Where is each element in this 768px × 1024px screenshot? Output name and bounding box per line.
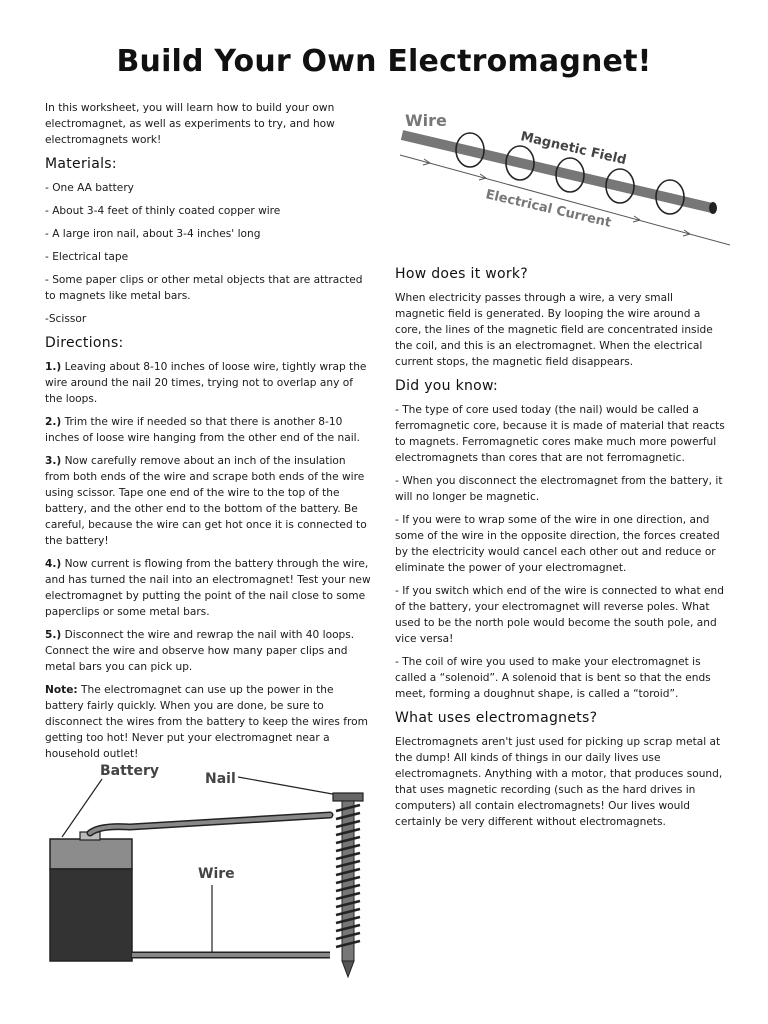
direction-step bbox=[45, 453, 371, 549]
magnetic-field-label: Magnetic Field bbox=[519, 129, 628, 169]
materials-item: - A large iron nail, about 3-4 inches' long bbox=[45, 228, 261, 240]
battery-label: Battery bbox=[100, 763, 160, 779]
wire-label: Wire bbox=[405, 111, 447, 130]
step-text: Disconnect the wire and rewrap the nail with 40 loops. Connect the wire and observe how many paper clips and metal bars you can pick up. bbox=[45, 629, 355, 673]
electromagnet-diagram bbox=[40, 755, 380, 985]
nail-icon bbox=[333, 793, 363, 977]
page-title: Build Your Own Electromagnet! bbox=[116, 44, 652, 79]
materials-item: - One AA battery bbox=[45, 182, 134, 194]
safety-note bbox=[45, 682, 371, 762]
wire-label: Wire bbox=[198, 866, 235, 882]
uses-text: Electromagnets aren't just used for picking up scrap metal at the dump! All kinds of things in our daily lives use electromagnets. Anything with a motor, that produces sound, that uses magnetic recording (such as the hard drives in computers) all contain electromagnets! Our lives would certainly be very different without electromagnets. bbox=[395, 736, 723, 828]
step-text: Leaving about 8-10 inches of loose wire, tightly wrap the wire around the nail 20 times, trying not to overlap any of the loops. bbox=[45, 361, 367, 405]
materials-item: -Scissor bbox=[45, 313, 87, 325]
direction-step bbox=[45, 359, 371, 407]
fact-item: - The coil of wire you used to make your electromagnet is called a “solenoid”. A solenoid that is bent so that the ends meet, forming a doughnut shape, is called a “toroid”. bbox=[395, 656, 711, 700]
step-text: Now current is flowing from the battery through the wire, and has turned the nail into an electromagnet! Test your new electromagnet by putting the point of the nail close to some paperclips or some metal bars. bbox=[45, 558, 371, 618]
step-number: 2.) bbox=[45, 416, 62, 428]
direction-step bbox=[45, 414, 371, 446]
step-number: 1.) bbox=[45, 361, 62, 373]
step-text: Now carefully remove about an inch of the insulation from both ends of the wire and scrape both ends of the wire using scissor. Tape one end of the wire to the top of the battery, and the other end to the bottom of the battery. Be careful, because the wire can get hot once it is connected to the battery! bbox=[45, 455, 367, 547]
materials-item: - Some paper clips or other metal objects that are attracted to magnets like metal bars. bbox=[45, 274, 363, 302]
how-heading: How does it work? bbox=[395, 266, 529, 282]
did-you-know-heading: Did you know: bbox=[395, 378, 499, 394]
materials-item: - About 3-4 feet of thinly coated copper wire bbox=[45, 205, 281, 217]
materials-heading: Materials: bbox=[45, 156, 117, 172]
step-number: 4.) bbox=[45, 558, 62, 570]
fact-item: - When you disconnect the electromagnet from the battery, it will no longer be magnetic. bbox=[395, 475, 723, 503]
fact-item: - If you switch which end of the wire is connected to what end of the battery, your electromagnet will reverse poles. What used to be the north pole would become the south pole, and vice versa! bbox=[395, 585, 724, 645]
battery-icon bbox=[50, 832, 132, 961]
fact-item: - The type of core used today (the nail) would be called a ferromagnetic core, because it is made of material that reacts to magnets. Ferromagnetic cores make much more powerful electromagnets than cores that are not ferromagnetic. bbox=[395, 404, 725, 464]
note-text: The electromagnet can use up the power in the battery fairly quickly. When you are done, be sure to disconnect the wires from the battery to keep the wires from getting too hot! Never put your electromagnet near a household outlet! bbox=[45, 684, 368, 760]
fact-item: - If you were to wrap some of the wire in one direction, and some of the wire in the opposite direction, the forces created by the electricity would cancel each other out and reduce or eliminate the power of your electromagnet. bbox=[395, 514, 720, 574]
direction-step bbox=[45, 627, 371, 675]
direction-step bbox=[45, 556, 371, 620]
intro-text: In this worksheet, you will learn how to build your own electromagnet, as well as experiments to try, and how electromagnets work! bbox=[45, 102, 335, 146]
directions-heading: Directions: bbox=[45, 335, 124, 351]
how-text: When electricity passes through a wire, a very small magnetic field is generated. By looping the wire around a core, the lines of the magnetic field are concentrated inside the coil, and this is an electromagnet. When the electrical current stops, the magnetic field disappears. bbox=[395, 292, 713, 368]
materials-item: - Electrical tape bbox=[45, 251, 129, 263]
uses-heading: What uses electromagnets? bbox=[395, 710, 598, 726]
right-column bbox=[395, 258, 725, 837]
step-text: Trim the wire if needed so that there is another 8-10 inches of loose wire hanging from the other end of the nail. bbox=[45, 416, 360, 444]
electrical-current-label: Electrical Current bbox=[484, 187, 613, 231]
nail-label: Nail bbox=[205, 771, 236, 787]
step-number: 5.) bbox=[45, 629, 62, 641]
magnetic-field-diagram bbox=[390, 100, 730, 250]
left-column bbox=[45, 100, 371, 769]
step-number: 3.) bbox=[45, 455, 62, 467]
note-label: Note: bbox=[45, 684, 78, 696]
